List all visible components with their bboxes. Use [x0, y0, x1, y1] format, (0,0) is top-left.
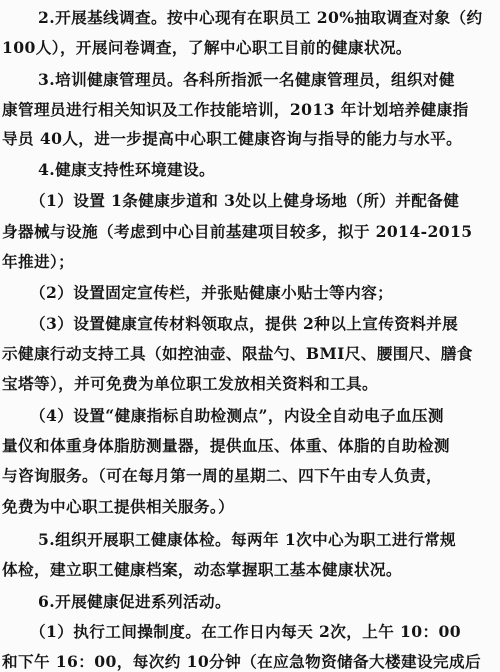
text-line: 示健康行动支持工具（如控油壶、限盐勺、BMI尺、腰围尺、膳食	[2, 344, 473, 363]
text-line: 与咨询服务。（可在每月第一周的星期二、四下午由专人负责，	[2, 466, 443, 485]
text-line: 量仪和体重身体脂肪测量器，提供血压、体重、体脂的自助检测	[2, 436, 450, 455]
text-line: 身器械与设施（考虑到中心目前基建项目较多，拟于 2014-2015	[2, 222, 473, 241]
text-line: 5.组织开展职工健康体检。每两年 1次中心为职工进行常规	[38, 530, 457, 549]
text-line: （1）执行工间操制度。在工作日内每天 2次，上午 10：00	[30, 622, 462, 641]
text-line: （3）设置健康宣传材料领取点，提供 2种以上宣传资料并展	[30, 314, 459, 333]
text-line: 年推进）；	[2, 252, 75, 271]
text-line: （2）设置固定宣传栏，并张贴健康小贴士等内容；	[30, 283, 394, 302]
text-line: 4.健康支持性环境建设。	[38, 160, 216, 179]
text-line: 宝塔等），并可免费为单位职工发放相关资料和工具。	[2, 374, 379, 393]
text-line: 2.开展基线调查。按中心现有在职员工 20%抽取调查对象（约	[38, 8, 483, 27]
text-line: 免费为中心职工提供相关服务。）	[2, 497, 235, 516]
text-line: 体检，建立职工健康档案，动态掌握职工基本健康状况。	[2, 560, 402, 579]
text-line: 100人），开展问卷调查，了解中心职工目前的健康状况。	[2, 38, 412, 57]
text-line: 和下午 16：00，每次约 10分钟（在应急物资储备大楼建设完成后	[2, 652, 482, 671]
text-line: 6.开展健康促进系列活动。	[38, 592, 232, 611]
text-line: （1）设置 1条健康步道和 3处以上健身场地（所）并配备健	[30, 191, 460, 210]
text-line: 导员 40人，进一步提高中心职工健康咨询与指导的能力与水平。	[2, 129, 463, 148]
text-line: （4）设置“健康指标自助检测点”，内设全自动电子血压测	[30, 406, 444, 425]
text-line: 康管理员进行相关知识及工作技能培训，2013 年计划培养健康指	[2, 100, 469, 119]
text-line: 3.培训健康管理员。各科所指派一名健康管理员，组织对健	[38, 70, 455, 89]
